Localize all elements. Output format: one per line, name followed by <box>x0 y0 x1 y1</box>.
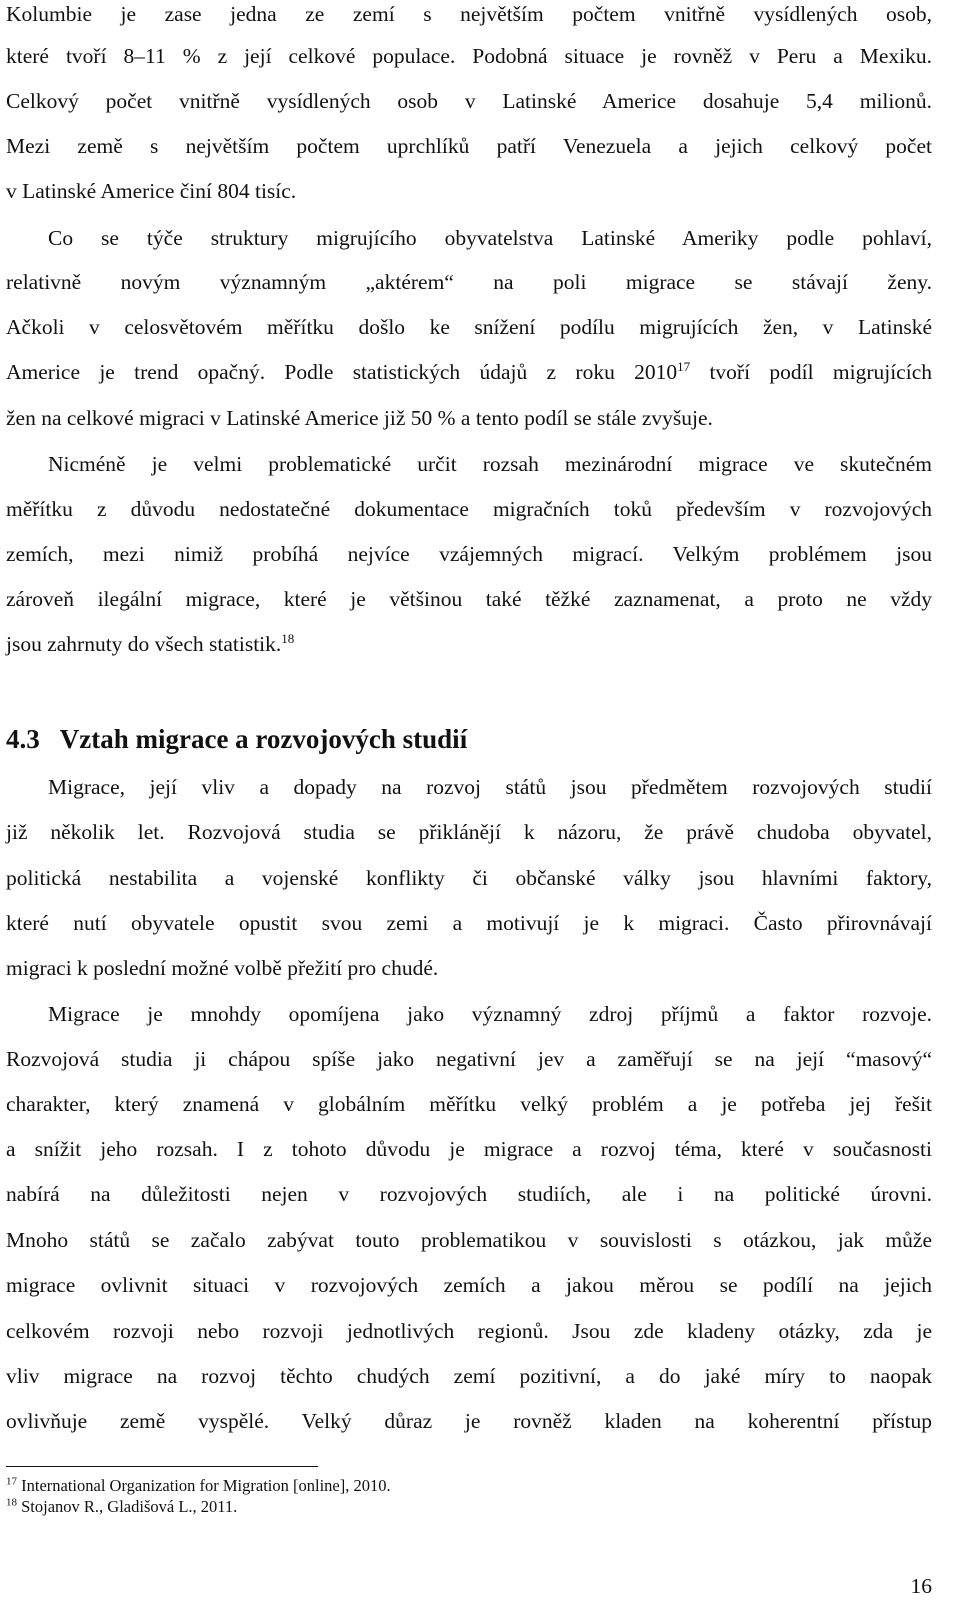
text-line: Migrace je mnohdy opomíjena jako významný zdroj příjmů a faktor rozvoje. <box>48 1002 932 1026</box>
text-line: celkovém rozvoji nebo rozvoji jednotlivých regionů. Jsou zde kladeny otázky, zda je <box>6 1319 932 1343</box>
text-line: zároveň ilegální migrace, které je většinou také těžké zaznamenat, a proto ne vždy <box>6 587 932 611</box>
text-line: Migrace, její vliv a dopady na rozvoj států jsou předmětem rozvojových studií <box>48 775 932 799</box>
text-line: migrace ovlivnit situaci v rozvojových zemích a jakou měrou se podílí na jejich <box>6 1273 932 1297</box>
text-line: Co se týče struktury migrujícího obyvatelstva Latinské Ameriky podle pohlaví, <box>48 226 932 250</box>
text-line: Kolumbie je zase jedna ze zemí s největším počtem vnitřně vysídlených osob, <box>6 2 932 26</box>
text-line: Rozvojová studia ji chápou spíše jako negativní jev a zaměřují se na její “masový“ <box>6 1047 932 1071</box>
text-line: Nicméně je velmi problematické určit rozsah mezinárodní migrace ve skutečném <box>48 452 932 476</box>
footnote-ref-18[interactable]: 18 <box>281 630 295 646</box>
text-line <box>6 630 932 658</box>
text-line: které tvoří 8–11 % z její celkové populace. Podobná situace je rovněž v Peru a Mexiku. <box>6 44 932 68</box>
text-line: relativně novým významným „aktérem“ na poli migrace se stávají ženy. <box>6 270 932 294</box>
text-line <box>6 358 932 386</box>
text-line: politická nestabilita a vojenské konflikty či občanské války jsou hlavními faktory, <box>6 866 932 890</box>
text-line: ovlivňuje země vyspělé. Velký důraz je rovněž kladen na koherentní přístup <box>6 1409 932 1433</box>
footnote-marker: 17 <box>6 1475 17 1488</box>
text-run: jsou zahrnuty do všech statistik. <box>6 632 282 656</box>
text-line: nabírá na důležitosti nejen v rozvojových studiích, ale i na politické úrovni. <box>6 1182 932 1206</box>
text-run: Americe je trend opačný. Podle statistických údajů z roku 2010 <box>6 360 678 384</box>
text-run: tvoří podíl migrujících <box>690 360 932 384</box>
section-title: Vztah migrace a rozvojových studií <box>59 724 468 754</box>
text-line: žen na celkové migraci v Latinské Americe již 50 % a tento podíl se stále zvyšuje. <box>6 406 713 430</box>
text-line: zemích, mezi nimiž probíhá nejvíce vzájemných migrací. Velkým problémem jsou <box>6 542 932 566</box>
text-line: a snížit jeho rozsah. I z tohoto důvodu je migrace a rozvoj téma, které v současnosti <box>6 1137 932 1161</box>
section-number: 4.3 <box>6 724 40 754</box>
text-line: které nutí obyvatele opustit svou zemi a motivují je k migraci. Často přirovnávají <box>6 911 932 935</box>
text-line: charakter, který znamená v globálním měřítku velký problém a je potřeba jej řešit <box>6 1092 932 1116</box>
text-line: Ačkoli v celosvětovém měřítku došlo ke snížení podílu migrujících žen, v Latinské <box>6 315 932 339</box>
footnote-divider <box>6 1466 318 1467</box>
text-line: migraci k poslední možné volbě přežití pro chudé. <box>6 956 439 980</box>
footnote-text: International Organization for Migration [online], 2010. <box>21 1476 391 1495</box>
text-line: vliv migrace na rozvoj těchto chudých zemí pozitivní, a do jaké míry to naopak <box>6 1364 932 1388</box>
footnote-17 <box>6 1476 391 1496</box>
footnote-marker: 18 <box>6 1496 17 1509</box>
footnote-ref-17[interactable]: 17 <box>677 358 691 374</box>
text-line: Mnoho států se začalo zabývat touto problematikou v souvislosti s otázkou, jak může <box>6 1228 932 1252</box>
text-line: měřítku z důvodu nedostatečné dokumentace migračních toků především v rozvojových <box>6 497 932 521</box>
section-heading <box>6 722 467 756</box>
footnote-text: Stojanov R., Gladišová L., 2011. <box>21 1497 238 1516</box>
footnote-18 <box>6 1497 237 1517</box>
text-line: Mezi země s největším počtem uprchlíků patří Venezuela a jejich celkový počet <box>6 134 932 158</box>
text-line: v Latinské Americe činí 804 tisíc. <box>6 179 297 203</box>
text-line: již několik let. Rozvojová studia se přiklánějí k názoru, že právě chudoba obyvatel, <box>6 820 932 844</box>
text-line: Celkový počet vnitřně vysídlených osob v Latinské Americe dosahuje 5,4 milionů. <box>6 89 932 113</box>
page-number: 16 <box>910 1574 932 1598</box>
